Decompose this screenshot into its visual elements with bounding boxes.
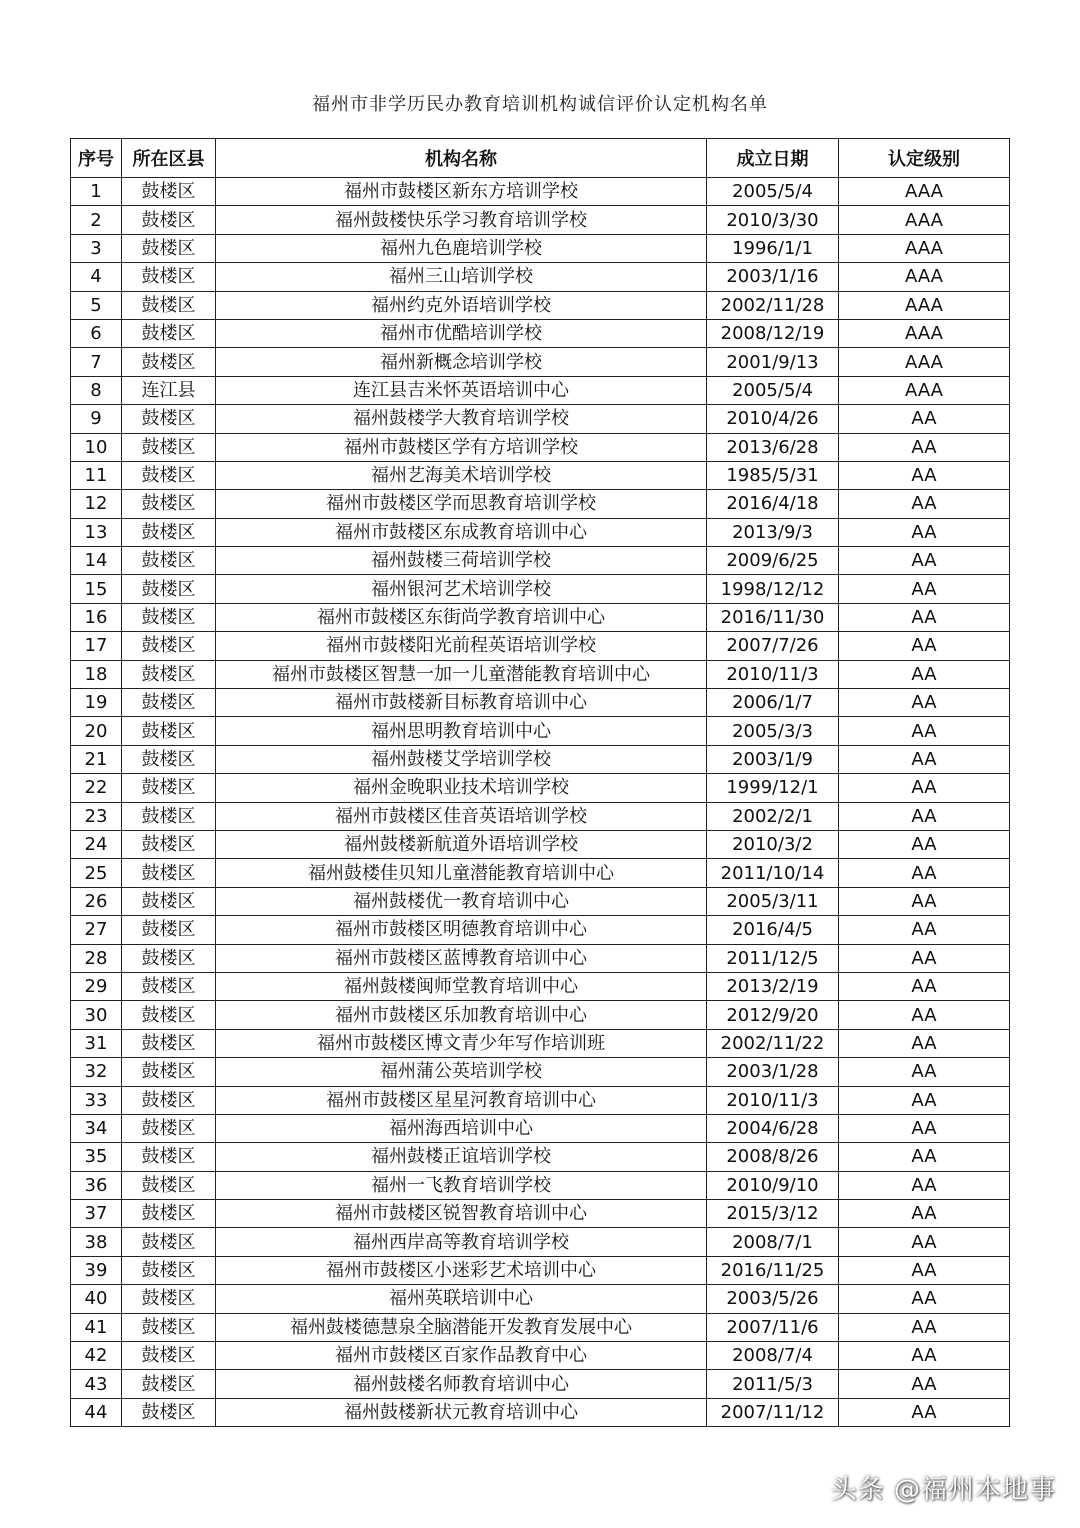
- cell-rating-level: AA: [839, 887, 1010, 915]
- cell-serial-number: 10: [71, 433, 122, 461]
- table-row: [71, 1086, 1010, 1114]
- cell-institution-name: 福州九色鹿培训学校: [216, 234, 707, 262]
- table-row: [71, 547, 1010, 575]
- table-body: [71, 178, 1010, 1427]
- cell-rating-level: AA: [839, 1114, 1010, 1142]
- cell-district: 鼓楼区: [122, 1143, 216, 1171]
- cell-serial-number: 21: [71, 745, 122, 773]
- cell-rating-level: AA: [839, 1200, 1010, 1228]
- cell-district: 鼓楼区: [122, 859, 216, 887]
- table-row: [71, 1001, 1010, 1029]
- cell-founded-date: 2008/12/19: [707, 319, 839, 347]
- cell-founded-date: 2011/10/14: [707, 859, 839, 887]
- cell-institution-name: 福州市鼓楼区小迷彩艺术培训中心: [216, 1256, 707, 1284]
- cell-serial-number: 5: [71, 291, 122, 319]
- cell-founded-date: 2003/1/28: [707, 1058, 839, 1086]
- table-row: [71, 319, 1010, 347]
- table-row: [71, 1228, 1010, 1256]
- cell-founded-date: 1998/12/12: [707, 575, 839, 603]
- cell-serial-number: 36: [71, 1171, 122, 1199]
- cell-institution-name: 福州市鼓楼区东街尚学教育培训中心: [216, 603, 707, 631]
- cell-serial-number: 13: [71, 518, 122, 546]
- cell-serial-number: 7: [71, 348, 122, 376]
- cell-rating-level: AA: [839, 405, 1010, 433]
- table-row: [71, 1058, 1010, 1086]
- cell-founded-date: 2012/9/20: [707, 1001, 839, 1029]
- cell-institution-name: 福州蒲公英培训学校: [216, 1058, 707, 1086]
- cell-serial-number: 11: [71, 461, 122, 489]
- cell-institution-name: 福州市鼓楼区东成教育培训中心: [216, 518, 707, 546]
- cell-rating-level: AAA: [839, 376, 1010, 404]
- cell-district: 鼓楼区: [122, 689, 216, 717]
- cell-institution-name: 福州海西培训中心: [216, 1114, 707, 1142]
- cell-rating-level: AA: [839, 1143, 1010, 1171]
- cell-institution-name: 福州一飞教育培训学校: [216, 1171, 707, 1199]
- cell-serial-number: 15: [71, 575, 122, 603]
- cell-founded-date: 2003/1/9: [707, 745, 839, 773]
- cell-institution-name: 福州鼓楼艾学培训学校: [216, 745, 707, 773]
- cell-district: 鼓楼区: [122, 319, 216, 347]
- cell-serial-number: 31: [71, 1029, 122, 1057]
- table-row: [71, 603, 1010, 631]
- cell-district: 鼓楼区: [122, 461, 216, 489]
- cell-institution-name: 福州市鼓楼新目标教育培训中心: [216, 689, 707, 717]
- cell-serial-number: 18: [71, 660, 122, 688]
- header-institution-name: 机构名称: [216, 139, 707, 178]
- cell-institution-name: 福州三山培训学校: [216, 263, 707, 291]
- cell-district: 鼓楼区: [122, 972, 216, 1000]
- table-row: [71, 178, 1010, 206]
- cell-district: 鼓楼区: [122, 1114, 216, 1142]
- table-row: [71, 490, 1010, 518]
- cell-district: 鼓楼区: [122, 1086, 216, 1114]
- table-row: [71, 774, 1010, 802]
- institution-table: [70, 138, 1010, 1427]
- table-row: [71, 1342, 1010, 1370]
- cell-institution-name: 福州英联培训中心: [216, 1285, 707, 1313]
- cell-founded-date: 2002/11/22: [707, 1029, 839, 1057]
- table-header-row: [71, 139, 1010, 178]
- table-row: [71, 632, 1010, 660]
- cell-rating-level: AA: [839, 859, 1010, 887]
- cell-district: 鼓楼区: [122, 1058, 216, 1086]
- cell-serial-number: 20: [71, 717, 122, 745]
- cell-serial-number: 38: [71, 1228, 122, 1256]
- cell-institution-name: 连江县吉米怀英语培训中心: [216, 376, 707, 404]
- table-row: [71, 206, 1010, 234]
- cell-institution-name: 福州市鼓楼阳光前程英语培训学校: [216, 632, 707, 660]
- table-row: [71, 859, 1010, 887]
- cell-district: 鼓楼区: [122, 1171, 216, 1199]
- cell-founded-date: 1996/1/1: [707, 234, 839, 262]
- cell-institution-name: 福州鼓楼德慧泉全脑潜能开发教育发展中心: [216, 1313, 707, 1341]
- cell-district: 鼓楼区: [122, 433, 216, 461]
- cell-institution-name: 福州鼓楼闽师堂教育培训中心: [216, 972, 707, 1000]
- table-row: [71, 291, 1010, 319]
- table-row: [71, 1200, 1010, 1228]
- cell-founded-date: 2007/11/6: [707, 1313, 839, 1341]
- watermark: 头条 @福州本地事: [830, 1475, 1056, 1505]
- table-row: [71, 433, 1010, 461]
- cell-district: 鼓楼区: [122, 547, 216, 575]
- cell-institution-name: 福州鼓楼正谊培训学校: [216, 1143, 707, 1171]
- table-row: [71, 234, 1010, 262]
- cell-district: 鼓楼区: [122, 1200, 216, 1228]
- cell-serial-number: 34: [71, 1114, 122, 1142]
- cell-founded-date: 2002/11/28: [707, 291, 839, 319]
- cell-district: 鼓楼区: [122, 1398, 216, 1426]
- cell-founded-date: 2013/2/19: [707, 972, 839, 1000]
- cell-rating-level: AAA: [839, 348, 1010, 376]
- table-row: [71, 1029, 1010, 1057]
- cell-serial-number: 8: [71, 376, 122, 404]
- cell-rating-level: AA: [839, 717, 1010, 745]
- cell-serial-number: 12: [71, 490, 122, 518]
- cell-founded-date: 2005/3/3: [707, 717, 839, 745]
- cell-serial-number: 26: [71, 887, 122, 915]
- cell-founded-date: 2007/11/12: [707, 1398, 839, 1426]
- cell-serial-number: 16: [71, 603, 122, 631]
- cell-rating-level: AA: [839, 830, 1010, 858]
- cell-institution-name: 福州鼓楼优一教育培训中心: [216, 887, 707, 915]
- cell-serial-number: 9: [71, 405, 122, 433]
- cell-institution-name: 福州市鼓楼区百家作品教育中心: [216, 1342, 707, 1370]
- cell-institution-name: 福州金晚职业技术培训学校: [216, 774, 707, 802]
- cell-institution-name: 福州市鼓楼区学有方培训学校: [216, 433, 707, 461]
- cell-rating-level: AA: [839, 1398, 1010, 1426]
- table-row: [71, 263, 1010, 291]
- cell-district: 鼓楼区: [122, 206, 216, 234]
- cell-serial-number: 42: [71, 1342, 122, 1370]
- cell-institution-name: 福州银河艺术培训学校: [216, 575, 707, 603]
- cell-rating-level: AAA: [839, 234, 1010, 262]
- cell-serial-number: 28: [71, 944, 122, 972]
- cell-rating-level: AAA: [839, 178, 1010, 206]
- cell-district: 鼓楼区: [122, 263, 216, 291]
- cell-rating-level: AA: [839, 1370, 1010, 1398]
- cell-serial-number: 24: [71, 830, 122, 858]
- table-row: [71, 830, 1010, 858]
- cell-serial-number: 27: [71, 916, 122, 944]
- cell-district: 鼓楼区: [122, 944, 216, 972]
- cell-founded-date: 2001/9/13: [707, 348, 839, 376]
- cell-rating-level: AA: [839, 972, 1010, 1000]
- cell-district: 鼓楼区: [122, 660, 216, 688]
- cell-rating-level: AA: [839, 1285, 1010, 1313]
- cell-serial-number: 37: [71, 1200, 122, 1228]
- cell-rating-level: AA: [839, 1001, 1010, 1029]
- table-row: [71, 972, 1010, 1000]
- cell-institution-name: 福州市鼓楼区锐智教育培训中心: [216, 1200, 707, 1228]
- cell-district: 鼓楼区: [122, 1228, 216, 1256]
- cell-serial-number: 30: [71, 1001, 122, 1029]
- cell-district: 鼓楼区: [122, 1285, 216, 1313]
- cell-district: 鼓楼区: [122, 802, 216, 830]
- cell-founded-date: 2010/11/3: [707, 660, 839, 688]
- cell-founded-date: 2010/9/10: [707, 1171, 839, 1199]
- cell-serial-number: 17: [71, 632, 122, 660]
- cell-district: 鼓楼区: [122, 774, 216, 802]
- cell-rating-level: AA: [839, 916, 1010, 944]
- cell-district: 鼓楼区: [122, 603, 216, 631]
- cell-founded-date: 2006/1/7: [707, 689, 839, 717]
- table-row: [71, 376, 1010, 404]
- cell-institution-name: 福州市鼓楼区明德教育培训中心: [216, 916, 707, 944]
- cell-institution-name: 福州鼓楼佳贝知儿童潜能教育培训中心: [216, 859, 707, 887]
- cell-founded-date: 2008/8/26: [707, 1143, 839, 1171]
- cell-rating-level: AA: [839, 944, 1010, 972]
- cell-district: 鼓楼区: [122, 1256, 216, 1284]
- table-row: [71, 1143, 1010, 1171]
- table-row: [71, 887, 1010, 915]
- cell-founded-date: 2016/4/5: [707, 916, 839, 944]
- cell-district: 鼓楼区: [122, 830, 216, 858]
- cell-rating-level: AAA: [839, 263, 1010, 291]
- cell-rating-level: AA: [839, 433, 1010, 461]
- cell-district: 鼓楼区: [122, 1029, 216, 1057]
- cell-rating-level: AA: [839, 1029, 1010, 1057]
- cell-institution-name: 福州鼓楼学大教育培训学校: [216, 405, 707, 433]
- cell-rating-level: AA: [839, 1058, 1010, 1086]
- cell-founded-date: 2003/1/16: [707, 263, 839, 291]
- cell-rating-level: AA: [839, 1342, 1010, 1370]
- table-row: [71, 1256, 1010, 1284]
- table-row: [71, 518, 1010, 546]
- cell-founded-date: 2010/3/30: [707, 206, 839, 234]
- cell-district: 鼓楼区: [122, 887, 216, 915]
- cell-rating-level: AA: [839, 1256, 1010, 1284]
- cell-rating-level: AA: [839, 802, 1010, 830]
- cell-serial-number: 44: [71, 1398, 122, 1426]
- cell-rating-level: AAA: [839, 319, 1010, 347]
- cell-founded-date: 2016/11/30: [707, 603, 839, 631]
- table-row: [71, 348, 1010, 376]
- cell-rating-level: AA: [839, 689, 1010, 717]
- header-district: 所在区县: [122, 139, 216, 178]
- cell-district: 鼓楼区: [122, 745, 216, 773]
- cell-founded-date: 2003/5/26: [707, 1285, 839, 1313]
- cell-rating-level: AA: [839, 547, 1010, 575]
- table-row: [71, 575, 1010, 603]
- cell-district: 鼓楼区: [122, 178, 216, 206]
- cell-institution-name: 福州鼓楼新航道外语培训学校: [216, 830, 707, 858]
- cell-rating-level: AA: [839, 632, 1010, 660]
- cell-institution-name: 福州市鼓楼区博文青少年写作培训班: [216, 1029, 707, 1057]
- cell-founded-date: 2005/3/11: [707, 887, 839, 915]
- cell-institution-name: 福州市鼓楼区新东方培训学校: [216, 178, 707, 206]
- cell-serial-number: 41: [71, 1313, 122, 1341]
- cell-serial-number: 32: [71, 1058, 122, 1086]
- table-row: [71, 405, 1010, 433]
- cell-rating-level: AA: [839, 461, 1010, 489]
- cell-district: 鼓楼区: [122, 1001, 216, 1029]
- cell-founded-date: 2002/2/1: [707, 802, 839, 830]
- header-founded-date: 成立日期: [707, 139, 839, 178]
- cell-founded-date: 2016/11/25: [707, 1256, 839, 1284]
- table-row: [71, 802, 1010, 830]
- cell-institution-name: 福州艺海美术培训学校: [216, 461, 707, 489]
- cell-founded-date: 2013/6/28: [707, 433, 839, 461]
- cell-serial-number: 1: [71, 178, 122, 206]
- cell-rating-level: AA: [839, 490, 1010, 518]
- cell-rating-level: AA: [839, 1313, 1010, 1341]
- cell-institution-name: 福州市鼓楼区乐加教育培训中心: [216, 1001, 707, 1029]
- cell-rating-level: AA: [839, 603, 1010, 631]
- table-row: [71, 916, 1010, 944]
- cell-serial-number: 6: [71, 319, 122, 347]
- cell-founded-date: 2015/3/12: [707, 1200, 839, 1228]
- table-row: [71, 1114, 1010, 1142]
- cell-serial-number: 23: [71, 802, 122, 830]
- cell-district: 鼓楼区: [122, 1370, 216, 1398]
- cell-serial-number: 4: [71, 263, 122, 291]
- cell-rating-level: AA: [839, 1171, 1010, 1199]
- cell-founded-date: 2005/5/4: [707, 376, 839, 404]
- cell-district: 鼓楼区: [122, 490, 216, 518]
- cell-serial-number: 2: [71, 206, 122, 234]
- table-row: [71, 745, 1010, 773]
- table-row: [71, 689, 1010, 717]
- cell-serial-number: 33: [71, 1086, 122, 1114]
- cell-rating-level: AA: [839, 575, 1010, 603]
- cell-founded-date: 2005/5/4: [707, 178, 839, 206]
- cell-institution-name: 福州约克外语培训学校: [216, 291, 707, 319]
- cell-serial-number: 22: [71, 774, 122, 802]
- cell-district: 鼓楼区: [122, 1313, 216, 1341]
- cell-institution-name: 福州市鼓楼区蓝博教育培训中心: [216, 944, 707, 972]
- cell-institution-name: 福州新概念培训学校: [216, 348, 707, 376]
- cell-serial-number: 3: [71, 234, 122, 262]
- table-row: [71, 1313, 1010, 1341]
- cell-founded-date: 2016/4/18: [707, 490, 839, 518]
- cell-rating-level: AA: [839, 1086, 1010, 1114]
- cell-institution-name: 福州市优酷培训学校: [216, 319, 707, 347]
- cell-institution-name: 福州市鼓楼区佳音英语培训学校: [216, 802, 707, 830]
- cell-district: 鼓楼区: [122, 348, 216, 376]
- cell-rating-level: AAA: [839, 291, 1010, 319]
- cell-founded-date: 2008/7/4: [707, 1342, 839, 1370]
- table-row: [71, 1398, 1010, 1426]
- cell-district: 鼓楼区: [122, 405, 216, 433]
- cell-serial-number: 39: [71, 1256, 122, 1284]
- cell-institution-name: 福州市鼓楼区学而思教育培训学校: [216, 490, 707, 518]
- table-row: [71, 717, 1010, 745]
- cell-institution-name: 福州西岸高等教育培训学校: [216, 1228, 707, 1256]
- cell-founded-date: 2013/9/3: [707, 518, 839, 546]
- cell-institution-name: 福州鼓楼新状元教育培训中心: [216, 1398, 707, 1426]
- cell-founded-date: 2009/6/25: [707, 547, 839, 575]
- table-row: [71, 461, 1010, 489]
- table-row: [71, 1285, 1010, 1313]
- cell-serial-number: 19: [71, 689, 122, 717]
- cell-district: 鼓楼区: [122, 234, 216, 262]
- cell-founded-date: 2008/7/1: [707, 1228, 839, 1256]
- cell-rating-level: AAA: [839, 206, 1010, 234]
- cell-serial-number: 35: [71, 1143, 122, 1171]
- cell-founded-date: 2011/5/3: [707, 1370, 839, 1398]
- cell-rating-level: AA: [839, 1228, 1010, 1256]
- cell-district: 鼓楼区: [122, 291, 216, 319]
- cell-institution-name: 福州市鼓楼区智慧一加一儿童潜能教育培训中心: [216, 660, 707, 688]
- cell-rating-level: AA: [839, 518, 1010, 546]
- cell-district: 鼓楼区: [122, 518, 216, 546]
- header-serial-number: 序号: [71, 139, 122, 178]
- cell-district: 鼓楼区: [122, 632, 216, 660]
- cell-district: 鼓楼区: [122, 717, 216, 745]
- cell-institution-name: 福州思明教育培训中心: [216, 717, 707, 745]
- cell-institution-name: 福州鼓楼快乐学习教育培训学校: [216, 206, 707, 234]
- cell-serial-number: 29: [71, 972, 122, 1000]
- cell-institution-name: 福州鼓楼名师教育培训中心: [216, 1370, 707, 1398]
- cell-founded-date: 2004/6/28: [707, 1114, 839, 1142]
- cell-founded-date: 1999/12/1: [707, 774, 839, 802]
- cell-serial-number: 40: [71, 1285, 122, 1313]
- page-title: 福州市非学历民办教育培训机构诚信评价认定机构名单: [312, 94, 768, 115]
- cell-founded-date: 2010/11/3: [707, 1086, 839, 1114]
- cell-institution-name: 福州鼓楼三荷培训学校: [216, 547, 707, 575]
- cell-rating-level: AA: [839, 745, 1010, 773]
- cell-rating-level: AA: [839, 774, 1010, 802]
- cell-district: 鼓楼区: [122, 1342, 216, 1370]
- cell-serial-number: 14: [71, 547, 122, 575]
- cell-founded-date: 2007/7/26: [707, 632, 839, 660]
- cell-founded-date: 2011/12/5: [707, 944, 839, 972]
- cell-founded-date: 2010/4/26: [707, 405, 839, 433]
- header-rating-level: 认定级别: [839, 139, 1010, 178]
- cell-district: 鼓楼区: [122, 916, 216, 944]
- table-row: [71, 1370, 1010, 1398]
- cell-serial-number: 43: [71, 1370, 122, 1398]
- table-row: [71, 944, 1010, 972]
- cell-institution-name: 福州市鼓楼区星星河教育培训中心: [216, 1086, 707, 1114]
- cell-district: 鼓楼区: [122, 575, 216, 603]
- cell-serial-number: 25: [71, 859, 122, 887]
- table-row: [71, 660, 1010, 688]
- cell-founded-date: 2010/3/2: [707, 830, 839, 858]
- cell-district: 连江县: [122, 376, 216, 404]
- cell-rating-level: AA: [839, 660, 1010, 688]
- cell-founded-date: 1985/5/31: [707, 461, 839, 489]
- table-row: [71, 1171, 1010, 1199]
